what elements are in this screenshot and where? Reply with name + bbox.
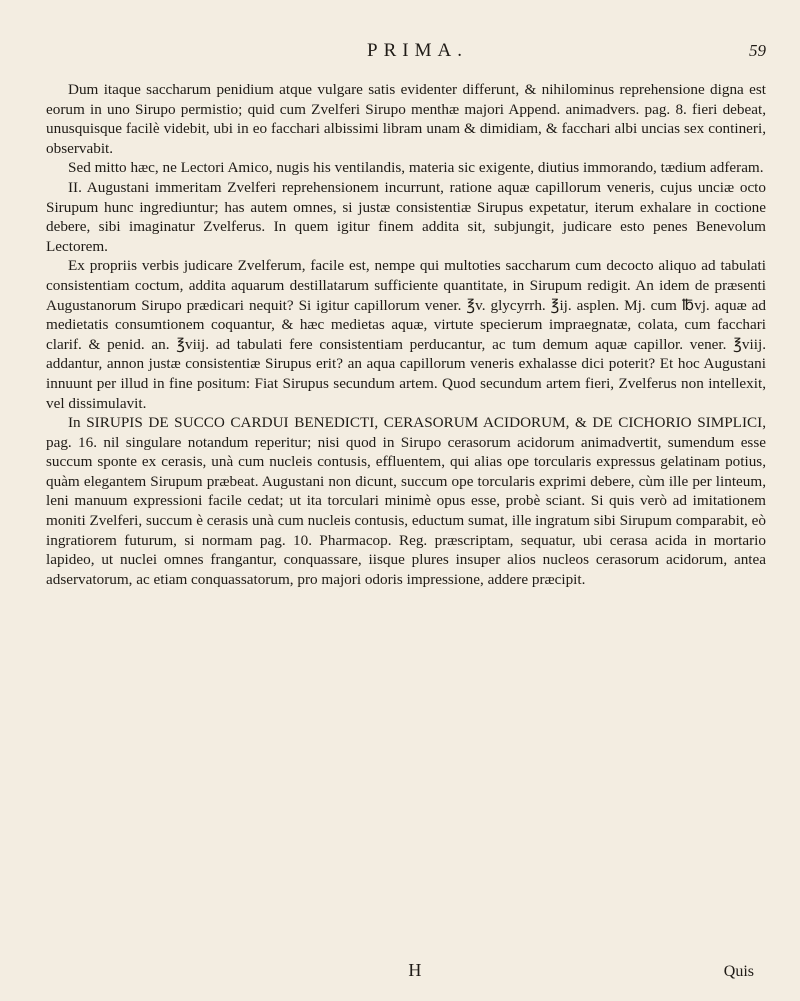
page-footer bbox=[46, 960, 754, 981]
page-number: 59 bbox=[749, 41, 766, 60]
signature-mark: H bbox=[408, 960, 422, 980]
paragraph-3: II. Augustani immeritam Zvelferi reprehensionem incurrunt, ratione aquæ capillorum veneris, cujus unciæ octo Sirupum hunc ingrediuntur; has autem omnes, si justæ consistentiæ Sirupus expetatur, iterum exhalare in coctione debere, sibi imaginatur Zvelferus. In quem igitur finem addita sit, subjungit, judicare esto penes Benevolum Lectorem. bbox=[46, 178, 766, 255]
paragraph-1: Dum itaque saccharum penidium atque vulgare satis evidenter differunt, & nihilominus reprehensione digna est eorum in uno Sirupo permistio; quid cum Zvelferi Sirupo menthæ majori Append. animadvers. pag. 8. fieri debeat, unusquisque facilè videbit, ubi in eo facchari albissimi libram unam & dimidiam, & facchari albi uncias sex contineri, observabit. bbox=[46, 81, 766, 157]
paragraph-5: In SIRUPIS DE SUCCO CARDUI BENEDICTI, CERASORUM ACIDORUM, & DE CICHORIO SIMPLICI, pag. 16. nil singulare notandum reperitur; nisi quod in Sirupo cerasorum acidorum animadvertit, sumendum esse succum sponte ex cerasis, unà cum nucleis contusis, effluentem, qui alias ope torcularis expressus gelatinam potius, quàm elegantem Sirupum præbeat. Augustani non dicunt, succum ope torcularis exprimi debere, cùm ille per linteum, leni manuum expressioni facile cedat; ut ita torculari minimè opus esse, probè sciant. Si quis verò ad imitationem moniti Zvelferi, succum è cerasis unà cum nucleis contusis, eductum sumat, ille ingratum sibi Sirupum comparabit, eò ingratiorem futurum, si normam pag. 10. Pharmacop. Reg. præscriptam, sequatur, ubi cerasa acida in mortario lapideo, ut nuclei omnes frangantur, conquassare, iisque plures insuper alios nucleos cerasorum acidorum, antea adservatorum, ac etiam conquassatorum, pro majori odoris impressione, addere præcipit. bbox=[46, 414, 766, 588]
catchword: Quis bbox=[723, 963, 754, 980]
page-header bbox=[46, 40, 766, 74]
body-text bbox=[46, 80, 766, 589]
running-head: PRIMA. bbox=[367, 40, 468, 61]
paragraph-4: Ex propriis verbis judicare Zvelferum, facile est, nempe qui multoties saccharum cum decocto aliquo ad tabulati consistentiam coctum, addita aquarum destillatarum sufficiente quantitate, in Sirupum redigit. An idem de præsenti Augustanorum Sirupo prædicari nequit? Si igitur capillorum vener. ℥v. glycyrrh. ℥ij. asplen. Mj. cum ℔vj. aquæ ad medietatis consumtionem coquantur, & hæc medietas aquæ, virtute specierum impraegnatæ, colata, cum facchari clarif. & penid. an. ℥viij. ad tabulati fere consistentiam perducantur, ac tum demum aquæ capillor. vener. ℥viij. addantur, annon justæ consistentiæ Sirupus erit? an aqua capillorum veneris exhalasse dici poterit? Et hoc Augustani innuunt per illud in fine positum: Fiat Sirupus secundum artem. Quod secundum artem fieri, Zvelferus non intellexit, vel dissimulavit. bbox=[46, 257, 766, 412]
paragraph-2: Sed mitto hæc, ne Lectori Amico, nugis his ventilandis, materia sic exigente, diutius immorando, tædium adferam. bbox=[68, 159, 764, 177]
